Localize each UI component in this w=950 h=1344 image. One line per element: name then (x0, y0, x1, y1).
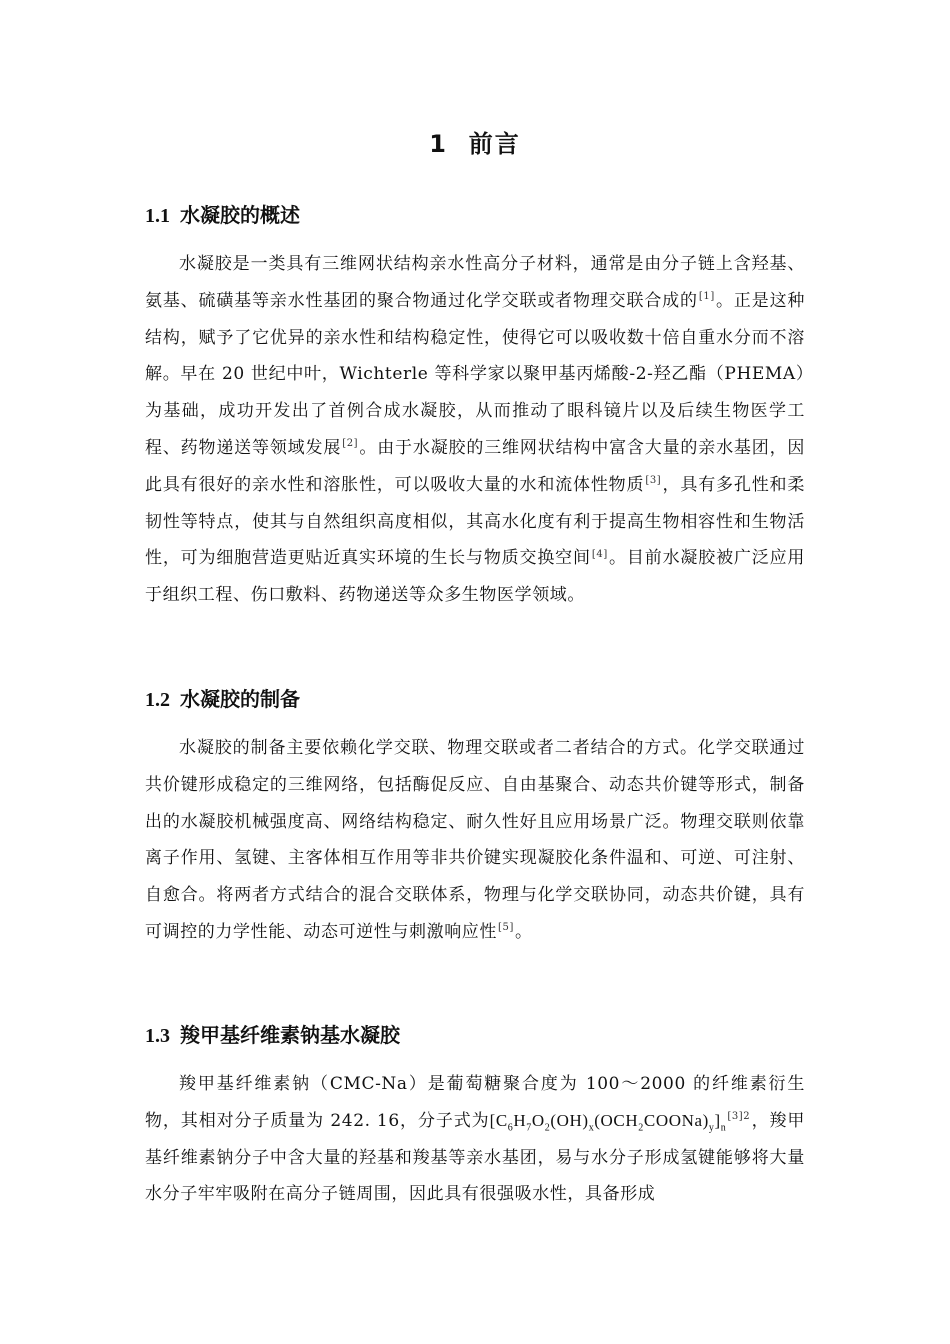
citation[interactable]: [3] (645, 475, 662, 487)
formula-part: ] (714, 1110, 721, 1130)
citation[interactable]: [3]2 (727, 1111, 751, 1123)
citation[interactable]: [4] (591, 548, 608, 560)
section-number: 1.1 (145, 205, 170, 227)
section-title (145, 200, 805, 230)
formula-part: O (531, 1110, 545, 1130)
formula-part: (OCH (594, 1110, 639, 1130)
formula-subscript: 7 (526, 1122, 532, 1134)
section-number: 1.2 (145, 689, 170, 711)
paragraph-text: 羧甲基纤维素钠（CMC-Na）是葡萄糖聚合度为 100～2000 的纤维素衍生物，其相对分子质量为 242. 16，分子式为 (145, 1074, 805, 1131)
formula-subscript: n (720, 1122, 727, 1134)
section-1-1 (145, 200, 805, 614)
citation[interactable]: [1] (698, 291, 715, 303)
formula-part: [C (489, 1110, 508, 1130)
section-1-3 (145, 1020, 805, 1213)
citation[interactable]: [2] (342, 438, 359, 450)
formula-part: (OH) (550, 1110, 589, 1130)
body-paragraph (145, 246, 805, 614)
formula-subscript: 6 (507, 1122, 514, 1134)
paragraph-text: ，具有多孔性和柔韧性等特点，使其与自然组织高度相似，其高水化度有利于提高生物相容性和生物活性，可为细胞营造更贴近真实环境的生长与物质交换空间 (145, 474, 805, 569)
paragraph-text: 。正是这种结构，赋予了它优异的亲水性和结构稳定性，使得它可以吸收数十倍自重水分而不溶解。早在 20 世纪中叶，Wichterle 等科学家以聚甲基丙烯酸-2-羟乙酯（PHEMA）为基础，成功开发出了首例合成水凝胶，从而推动了眼科镜片以及后续生物医学工程、药物递送等领域发展 (145, 290, 805, 458)
paragraph-text: 。 (514, 921, 533, 942)
paragraph-text: 。目前水凝胶被广泛应用于组织工程、伤口敷料、药物递送等众多生物医学领域。 (145, 548, 806, 606)
paragraph-text: 水凝胶的制备主要依赖化学交联、物理交联或者二者结合的方式。化学交联通过共价键形成稳定的三维网络，包括酶促反应、自由基聚合、动态共价键等形式，制备出的水凝胶机械强度高、网络结构稳定、耐久性好且应用场景广泛。物理交联则依靠离子作用、氢键、主客体相互作用等非共价键实现凝胶化条件温和、可逆、可注射、自愈合。将两者方式结合的混合交联体系，物理与化学交联协同，动态共价键，具有可调控的力学性能、动态可逆性与刺激响应性 (145, 738, 805, 942)
molecular-formula (489, 1110, 727, 1134)
section-title-text: 水凝胶的制备 (180, 687, 300, 711)
body-paragraph (145, 730, 805, 951)
citation[interactable]: [5] (498, 922, 514, 934)
paragraph-text: 水凝胶是一类具有三维网状结构亲水性高分子材料，通常是由分子链上含羟基、氨基、硫磺基等亲水性基团的聚合物通过化学交联或者物理交联合成的 (145, 254, 805, 311)
section-title-text: 羧甲基纤维素钠基水凝胶 (180, 1023, 400, 1047)
section-title (145, 684, 805, 714)
formula-subscript: y (708, 1122, 715, 1134)
paragraph-text: 。由于水凝胶的三维网状结构中富含大量的亲水基团，因此具有很好的亲水性和溶胀性，可以吸收大量的水和流体性物质 (145, 437, 806, 495)
chapter-title (0, 124, 950, 159)
formula-subscript: 2 (544, 1122, 551, 1134)
formula-part: H (513, 1110, 527, 1130)
chapter-number: 1 (429, 130, 448, 158)
chapter-title-text: 前言 (468, 130, 521, 158)
formula-subscript: 2 (638, 1122, 644, 1134)
section-number: 1.3 (145, 1025, 170, 1047)
section-title-text: 水凝胶的概述 (180, 203, 300, 227)
body-paragraph (145, 1066, 805, 1213)
section-1-2 (145, 684, 805, 951)
section-title (145, 1020, 805, 1050)
paragraph-text: ，羧甲基纤维素钠分子中含大量的羟基和羧基等亲水基团，易与水分子形成氢键能够将大量水分子牢牢吸附在高分子链周围，因此具有很强吸水性，具备形成 (145, 1110, 805, 1205)
formula-subscript: x (588, 1122, 595, 1134)
formula-part: COONa) (643, 1110, 709, 1130)
